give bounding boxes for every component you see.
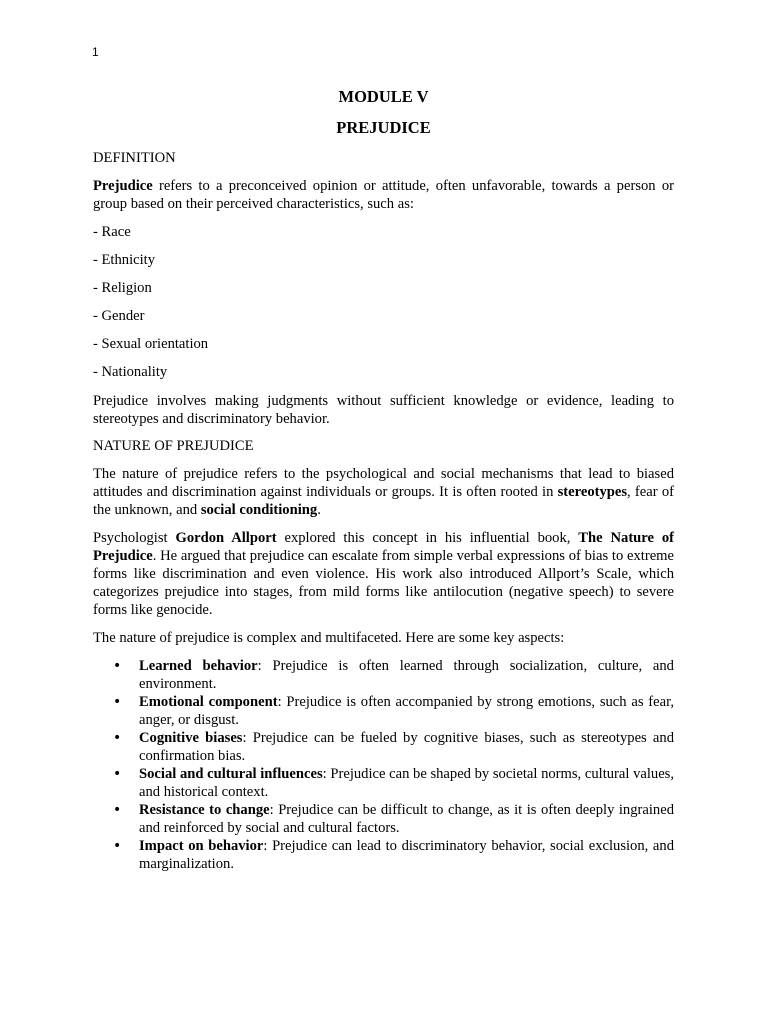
bullet-icon: • xyxy=(113,838,122,854)
aspect-text: : Prejudice can lead to discriminatory behavior, social exclusion, and marginalization. xyxy=(139,838,674,872)
bold-term: Gordon Allport xyxy=(175,530,277,546)
module-title: MODULE V xyxy=(338,87,429,106)
characteristic-item: - Ethnicity xyxy=(93,252,156,268)
characteristic-item: - Sexual orientation xyxy=(93,336,209,352)
text-run: The nature of prejudice refers to the psychological and social mechanisms that lead to biased attitudes and discrimination against individuals or groups. It is often rooted in xyxy=(93,466,674,500)
topic-title: PREJUDICE xyxy=(336,118,431,137)
bullet-icon: • xyxy=(113,766,122,782)
bold-term: social conditioning xyxy=(200,502,318,518)
list-item xyxy=(93,729,674,765)
aspect-term: Social and cultural influences xyxy=(139,766,323,782)
text-run: . He argued that prejudice can escalate from simple verbal expressions of bias to extreme forms like discrimination and even violence. His work also introduced Allport’s Scale, which categorizes prejudice into stages, from mild forms like antilocution (negative speech) to severe forms like genocide. xyxy=(93,548,674,618)
nature-heading: NATURE OF PREJUDICE xyxy=(93,438,254,454)
text-run: Psychologist xyxy=(93,530,176,546)
aspect-text: : Prejudice can be difficult to change, as it is often deeply ingrained and reinforced by social and cultural factors. xyxy=(139,802,674,836)
bullet-icon: • xyxy=(113,802,122,818)
aspect-text: : Prejudice is often learned through socialization, culture, and environment. xyxy=(139,658,674,692)
list-item xyxy=(93,837,674,873)
text-run: , fear of the unknown, and xyxy=(93,484,674,518)
aspect-text: : Prejudice can be fueled by cognitive biases, such as stereotypes and confirmation bias. xyxy=(139,730,674,764)
aspect-text: : Prejudice is often accompanied by strong emotions, such as fear, anger, or disgust. xyxy=(139,694,675,728)
page-number: 1 xyxy=(92,45,99,59)
list-item xyxy=(93,657,674,693)
list-item xyxy=(93,801,674,837)
document-body xyxy=(93,86,674,873)
aspects-list xyxy=(93,657,674,873)
bullet-icon: • xyxy=(113,658,122,674)
definition-closing: Prejudice involves making judgments without sufficient knowledge or evidence, leading to stereotypes and discriminatory behavior. xyxy=(93,393,674,427)
aspect-term: Resistance to change xyxy=(139,802,270,818)
text-run: explored this concept in his influential book, xyxy=(276,530,579,546)
bold-term: The Nature of Prejudice xyxy=(93,530,675,564)
definition-heading: DEFINITION xyxy=(93,150,176,166)
aspect-term: Learned behavior xyxy=(139,658,258,674)
characteristic-item: - Race xyxy=(93,224,131,240)
nature-paragraph-3: The nature of prejudice is complex and multifaceted. Here are some key aspects: xyxy=(93,630,565,646)
text-run: . xyxy=(317,502,321,518)
bullet-icon: • xyxy=(113,730,122,746)
aspect-text: : Prejudice can be shaped by societal norms, cultural values, and historical context. xyxy=(139,766,675,800)
definition-term: Prejudice xyxy=(93,178,153,194)
definition-paragraph xyxy=(93,177,674,213)
characteristic-item: - Nationality xyxy=(93,364,168,380)
nature-paragraph-2 xyxy=(93,529,674,619)
bold-term: stereotypes xyxy=(557,484,628,500)
aspect-term: Emotional component xyxy=(139,694,278,710)
aspect-term: Cognitive biases xyxy=(139,730,243,746)
list-item xyxy=(93,765,674,801)
bullet-icon: • xyxy=(113,694,122,710)
definition-text: refers to a preconceived opinion or attitude, often unfavorable, towards a person or group based on their perceived characteristics, such as: xyxy=(93,178,674,212)
nature-paragraph-1 xyxy=(93,465,674,519)
characteristic-item: - Gender xyxy=(93,308,145,324)
aspect-term: Impact on behavior xyxy=(139,838,264,854)
list-item xyxy=(93,693,674,729)
characteristic-item: - Religion xyxy=(93,280,152,296)
